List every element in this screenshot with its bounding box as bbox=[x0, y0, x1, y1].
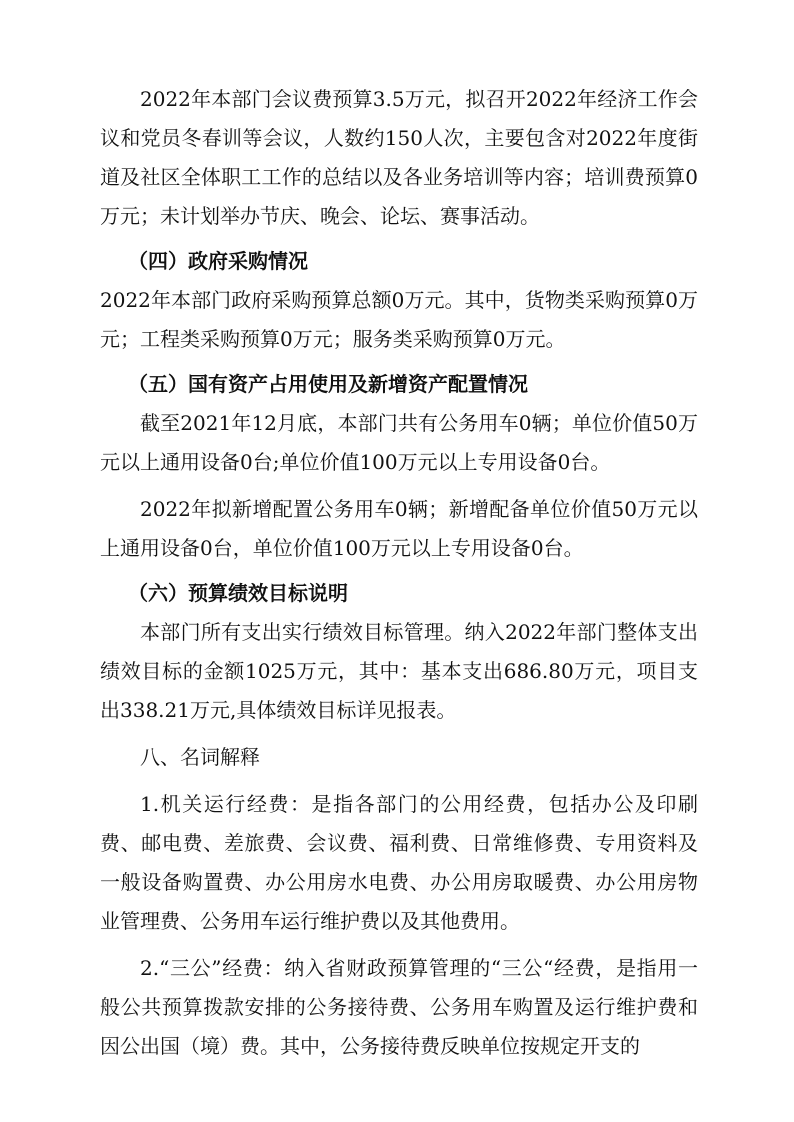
document-page bbox=[100, 80, 698, 1066]
assets-new-paragraph: 2022年拟新增配置公务用车0辆；新增配备单位价值50万元以上通用设备0台，单位价值100万元以上专用设备0台。 bbox=[100, 497, 698, 560]
meeting-budget-paragraph: 2022年本部门会议费预算3.5万元，拟召开2022年经济工作会议和党员冬春训等会议，人数约150人次，主要包含对2022年度街道及社区全体职工工作的总结以及各业务培训等内容；培训费预算0万元；未计划举办节庆、晚会、论坛、赛事活动。 bbox=[100, 87, 698, 228]
glossary-item-operating-costs: 1.机关运行经费：是指各部门的公用经费，包括办公及印刷费、邮电费、差旅费、会议费、福利费、日常维修费、专用资料及一般设备购置费、办公用房水电费、办公用房取暖费、办公用房物业管理费、公务用车运行维护费以及其他费用。 bbox=[100, 792, 698, 933]
section-heading-assets: （五）国有资产占用使用及新增资产配置情况 bbox=[128, 372, 528, 396]
performance-paragraph: 本部门所有支出实行绩效目标管理。纳入2022年部门整体支出绩效目标的金额1025万元，其中：基本支出686.80万元，项目支出338.21万元,具体绩效目标详见报表。 bbox=[100, 620, 698, 722]
assets-current-paragraph: 截至2021年12月底，本部门共有公务用车0辆；单位价值50万元以上通用设备0台;单位价值100万元以上专用设备0台。 bbox=[100, 411, 698, 474]
section-heading-glossary: 八、名词解释 bbox=[140, 745, 260, 769]
glossary-item-three-public: 2.“三公”经费：纳入省财政预算管理的“三公“经费，是指用一般公共预算拨款安排的公务接待费、公务用车购置及运行维护费和因公出国（境）费。其中，公务接待费反映单位按规定开支的 bbox=[100, 956, 698, 1058]
section-heading-performance: （六）预算绩效目标说明 bbox=[128, 581, 348, 605]
section-heading-procurement: （四）政府采购情况 bbox=[128, 249, 308, 273]
procurement-paragraph: 2022年本部门政府采购预算总额0万元。其中，货物类采购预算0万元；工程类采购预算0万元；服务类采购预算0万元。 bbox=[100, 288, 698, 351]
